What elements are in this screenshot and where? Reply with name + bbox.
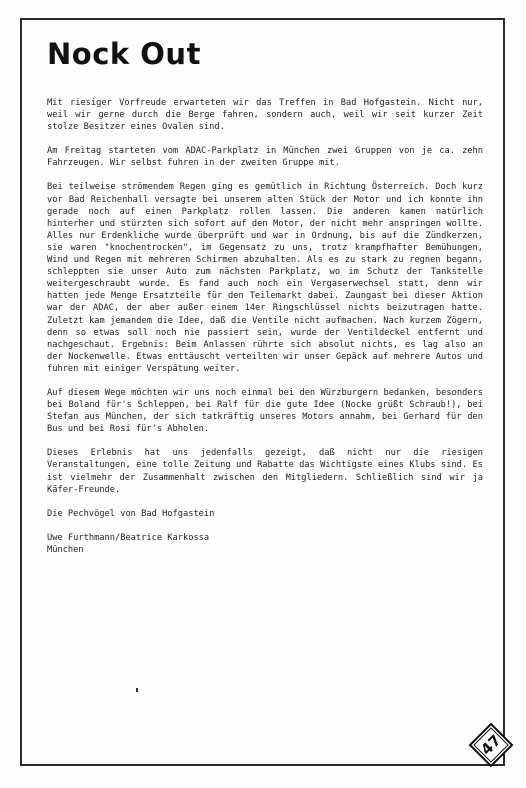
paragraph-departure: Am Freitag starteten vom ADAC-Parkplatz in München zwei Gruppen von je ca. zehn Fahrzeugen. Wir selbst fuhren in der zweiten Gruppe mit. bbox=[47, 146, 483, 169]
stray-mark bbox=[136, 688, 138, 692]
paragraph-breakdown: Bei teilweise strömendem Regen ging es gemütlich in Richtung Österreich. Doch kurz vor Bad Reichenhall versagte bei unserem alten Stück der Motor und ich konnte ihn gerade noch auf einen Parkplatz rollen lassen. Die anderen kamen natürlich hinterher und stürzten sich sofort auf den Motor, der nicht mehr anspringen wollte. Alles nur Erdenkliche wurde überprüft und war in Ordnung, bis auf die Zündkerzen, sie waren "knochentrocken", im Gegensatz zu uns, trotz krampfhafter Bemühungen, Wind und Regen mit mehreren Schirmen abzuhalten. Als es zu stark zu regnen begann, schleppten sie unser Auto zum nächsten Parkplatz, wo im Schutz der Tankstelle weitergeschraubt wurde. Es fand auch noch ein Vergaserwechsel statt, denn wir hatten jede Menge Ersatzteile für den Teilemarkt dabei. Zaungast bei dieser Aktion war der ADAC, der aber außer einem 14er Ringschlüssel nichts beizutragen hatte. Zuletzt kam jemandem die Idee, daß die Ventile nicht aufmachen. Nach kurzem Zögern, denn so etwas soll noch nie passiert sein, wurde der Ventildeckel entfernt und nachgeschaut. Ergebnis: Beim Anlassen rührte sich absolut nichts, es lag also an der Nockenwelle. Etwas enttäuscht verteilten wir unser Gepäck auf mehrere Autos und fuhren mit einiger Verspätung weiter. bbox=[47, 182, 483, 374]
signoff: Die Pechvögel von Bad Hofgastein bbox=[47, 508, 215, 519]
page-number-badge bbox=[468, 722, 514, 768]
paragraph-thanks: Auf diesem Wege möchten wir uns noch einmal bei den Würzburgern bedanken, besonders bei Boland für's Schleppen, bei Ralf für die gute Idee (Nocke grüßt Schraub!), bei Stefan aus München, der sich tatkräftig unseres Motors annahm, bei Gerhard für den Bus und bei Rosi für's Abholen. bbox=[47, 387, 483, 435]
article-title: Nock Out bbox=[47, 37, 201, 71]
author-city: München bbox=[47, 544, 84, 555]
author-names: Uwe Furthmann/Beatrice Karkossa bbox=[47, 532, 210, 543]
paragraph-intro: Mit riesiger Vorfreude erwarteten wir das Treffen in Bad Hofgastein. Nicht nur, weil wir gerne durch die Berge fahren, sondern auch, weil wir seit kurzer Zeit stolze Besitzer eines Ovalen sind. bbox=[47, 98, 483, 133]
author-block bbox=[47, 532, 483, 556]
paragraph-conclusion: Dieses Erlebnis hat uns jedenfalls gezeigt, daß nicht nur die riesigen Veranstaltungen, eine tolle Zeitung und Rabatte das Wichtigste eines Klubs sind. Es ist vielmehr der Zusammenhalt zwischen den Mitgliedern. Schließlich sind wir ja Käfer-Freunde. bbox=[47, 448, 483, 495]
article-body bbox=[47, 97, 483, 568]
page-number: 47 bbox=[477, 731, 505, 759]
